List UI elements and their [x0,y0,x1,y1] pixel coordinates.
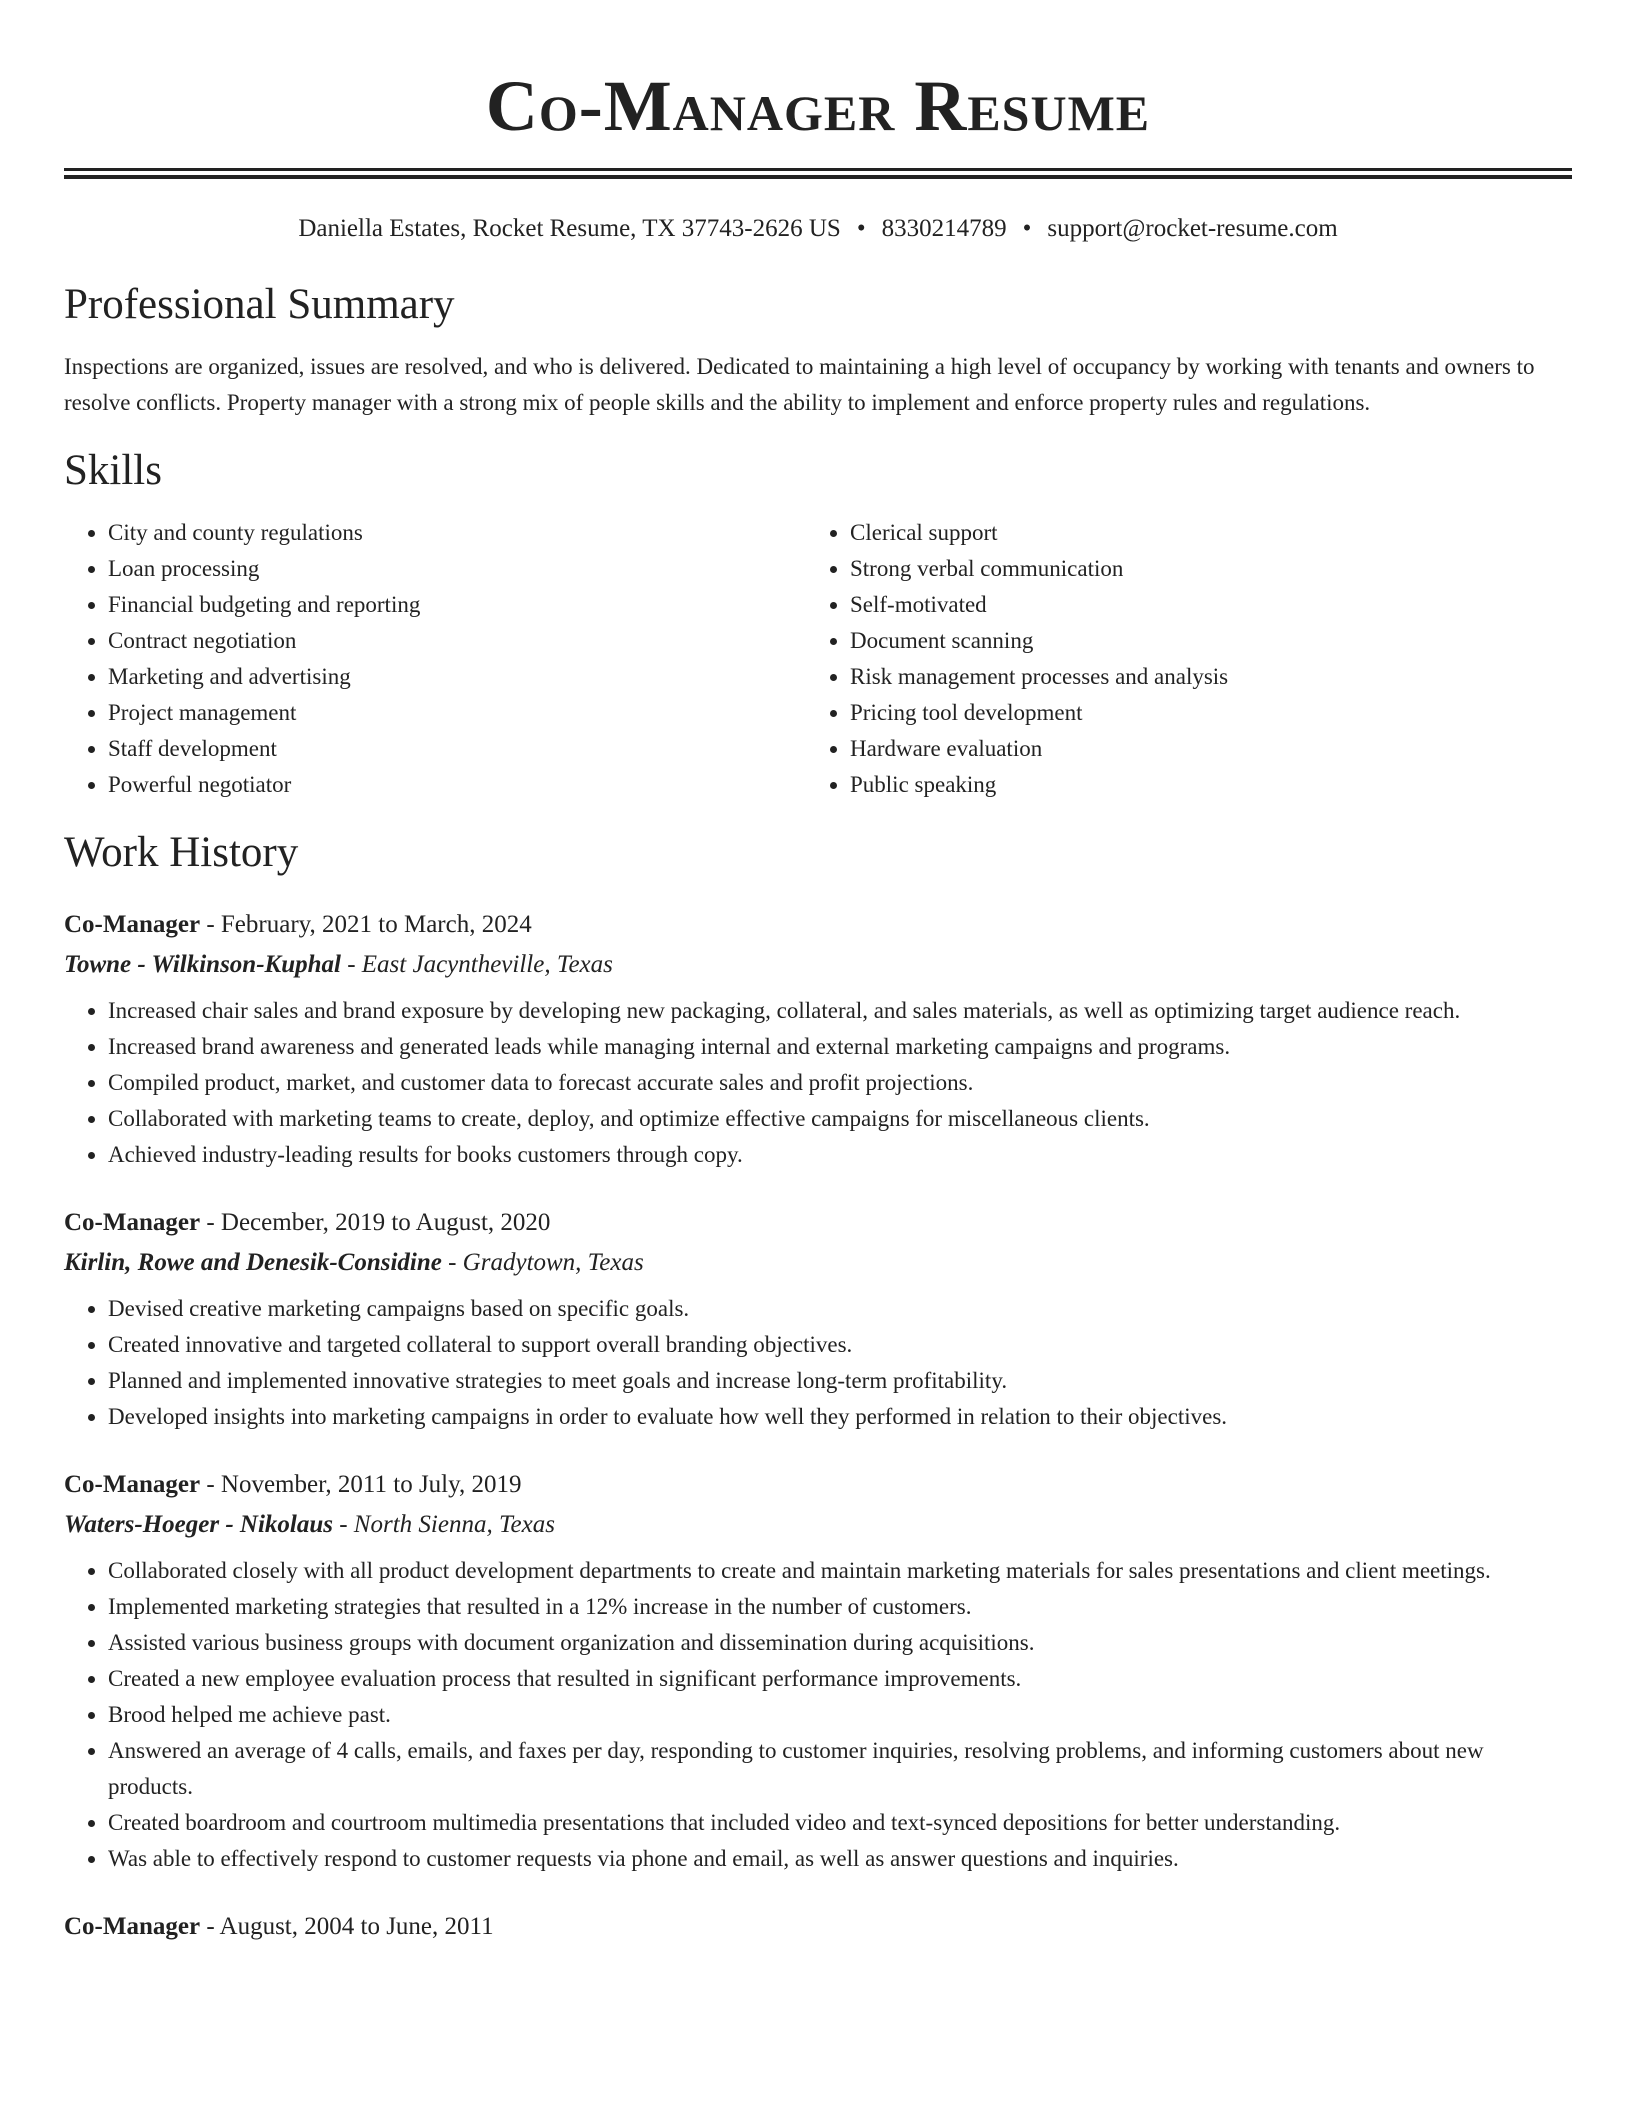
job-bullet: • Created boardroom and courtroom multimedia presentations that included video and text-synced depositions for better understanding. [108,1805,1572,1841]
company-location: - North Sienna, Texas [332,1511,555,1538]
contact-phone[interactable]: 8330214789 [881,215,1007,242]
job-bullets [64,1553,1572,1877]
company-location: - East Jacyntheville, Texas [340,951,613,978]
job-entry [64,1203,1572,1435]
skill-item: • Public speaking [850,767,1550,803]
job-bullet: • Collaborated with marketing teams to create, deploy, and optimize effective campaigns for miscellaneous clients. [108,1101,1572,1137]
contact-separator: • [1022,215,1032,242]
job-bullet: • Brood helped me achieve past. [108,1697,1572,1733]
job-bullet: • Answered an average of 4 calls, emails, and faxes per day, responding to customer inquiries, resolving problems, and informing customers about new products. [108,1733,1572,1805]
skill-item: • Pricing tool development [850,695,1550,731]
job-title-line [64,1907,1572,1947]
job-title-line [64,1465,1572,1505]
job-bullet: • Created a new employee evaluation process that resulted in significant performance improvements. [108,1661,1572,1697]
job-bullet: • Was able to effectively respond to customer requests via phone and email, as well as answer questions and inquiries. [108,1841,1572,1877]
skill-item: • Strong verbal communication [850,551,1550,587]
job-title: Co-Manager [64,1209,201,1236]
contact-address: Daniella Estates, Rocket Resume, TX 37743-2626 US [298,215,841,242]
skills-column-left [64,515,806,803]
resume-page [64,0,1572,1947]
title-divider [64,168,1572,179]
skill-item: • Powerful negotiator [108,767,806,803]
skill-item: • Staff development [108,731,806,767]
company-name: Towne - Wilkinson-Kuphal [64,951,341,978]
job-bullet: • Devised creative marketing campaigns based on specific goals. [108,1291,1572,1327]
job-bullet: • Implemented marketing strategies that resulted in a 12% increase in the number of customers. [108,1589,1572,1625]
summary-text: Inspections are organized, issues are resolved, and who is delivered. Dedicated to maintaining a high level of occupancy by working with tenants and owners to resolve conflicts. Property manager with a strong mix of people skills and the ability to implement and enforce property rules and regulations. [64,354,1535,415]
job-entry [64,1465,1572,1877]
job-bullet: • Created innovative and targeted collateral to support overall branding objectives. [108,1327,1572,1363]
company-line [64,1243,1572,1283]
skill-item: • Project management [108,695,806,731]
contact-separator: • [856,215,866,242]
job-dates: - February, 2021 to March, 2024 [200,911,532,938]
job-dates: - November, 2011 to July, 2019 [200,1471,522,1498]
contact-email[interactable]: support@rocket-resume.com [1047,215,1338,242]
job-bullet: • Developed insights into marketing campaigns in order to evaluate how well they performed in relation to their objectives. [108,1399,1572,1435]
summary-heading: Professional Summary [64,281,455,328]
job-bullet: • Collaborated closely with all product development departments to create and maintain marketing materials for sales presentations and client meetings. [108,1553,1572,1589]
company-line [64,1505,1572,1545]
job-bullet: • Achieved industry-leading results for books customers through copy. [108,1137,1572,1173]
page-title: Co-Manager Resume [485,66,1151,146]
skills-list [64,515,1572,803]
job-title: Co-Manager [64,911,201,938]
skill-item: • Hardware evaluation [850,731,1550,767]
contact-line [64,213,1572,245]
skill-item: • City and county regulations [108,515,806,551]
company-name: Kirlin, Rowe and Denesik-Considine [64,1249,442,1276]
company-location: - Gradytown, Texas [441,1249,644,1276]
skill-item: • Document scanning [850,623,1550,659]
job-title-line [64,905,1572,945]
job-bullets [64,993,1572,1173]
skills-column-right [806,515,1550,803]
job-bullet: • Assisted various business groups with document organization and dissemination during acquisitions. [108,1625,1572,1661]
skill-item: • Clerical support [850,515,1550,551]
skill-item: • Contract negotiation [108,623,806,659]
job-entry [64,1907,1572,1947]
skill-item: • Financial budgeting and reporting [108,587,806,623]
company-name: Waters-Hoeger - Nikolaus [64,1511,333,1538]
job-entry [64,905,1572,1173]
job-bullet: • Increased brand awareness and generated leads while managing internal and external marketing campaigns and programs. [108,1029,1572,1065]
job-title-line [64,1203,1572,1243]
job-dates: - December, 2019 to August, 2020 [200,1209,551,1236]
job-bullet: • Planned and implemented innovative strategies to meet goals and increase long-term profitability. [108,1363,1572,1399]
job-title: Co-Manager [64,1471,201,1498]
job-bullet: • Compiled product, market, and customer data to forecast accurate sales and profit projections. [108,1065,1572,1101]
skill-item: • Risk management processes and analysis [850,659,1550,695]
skill-item: • Loan processing [108,551,806,587]
job-title: Co-Manager [64,1913,201,1940]
skills-heading: Skills [64,447,162,494]
skill-item: • Marketing and advertising [108,659,806,695]
skill-item: • Self-motivated [850,587,1550,623]
job-bullets [64,1291,1572,1435]
job-bullet: • Increased chair sales and brand exposure by developing new packaging, collateral, and sales materials, as well as optimizing target audience reach. [108,993,1572,1029]
job-dates: - August, 2004 to June, 2011 [200,1913,494,1940]
work-history-heading: Work History [64,829,299,876]
company-line [64,945,1572,985]
